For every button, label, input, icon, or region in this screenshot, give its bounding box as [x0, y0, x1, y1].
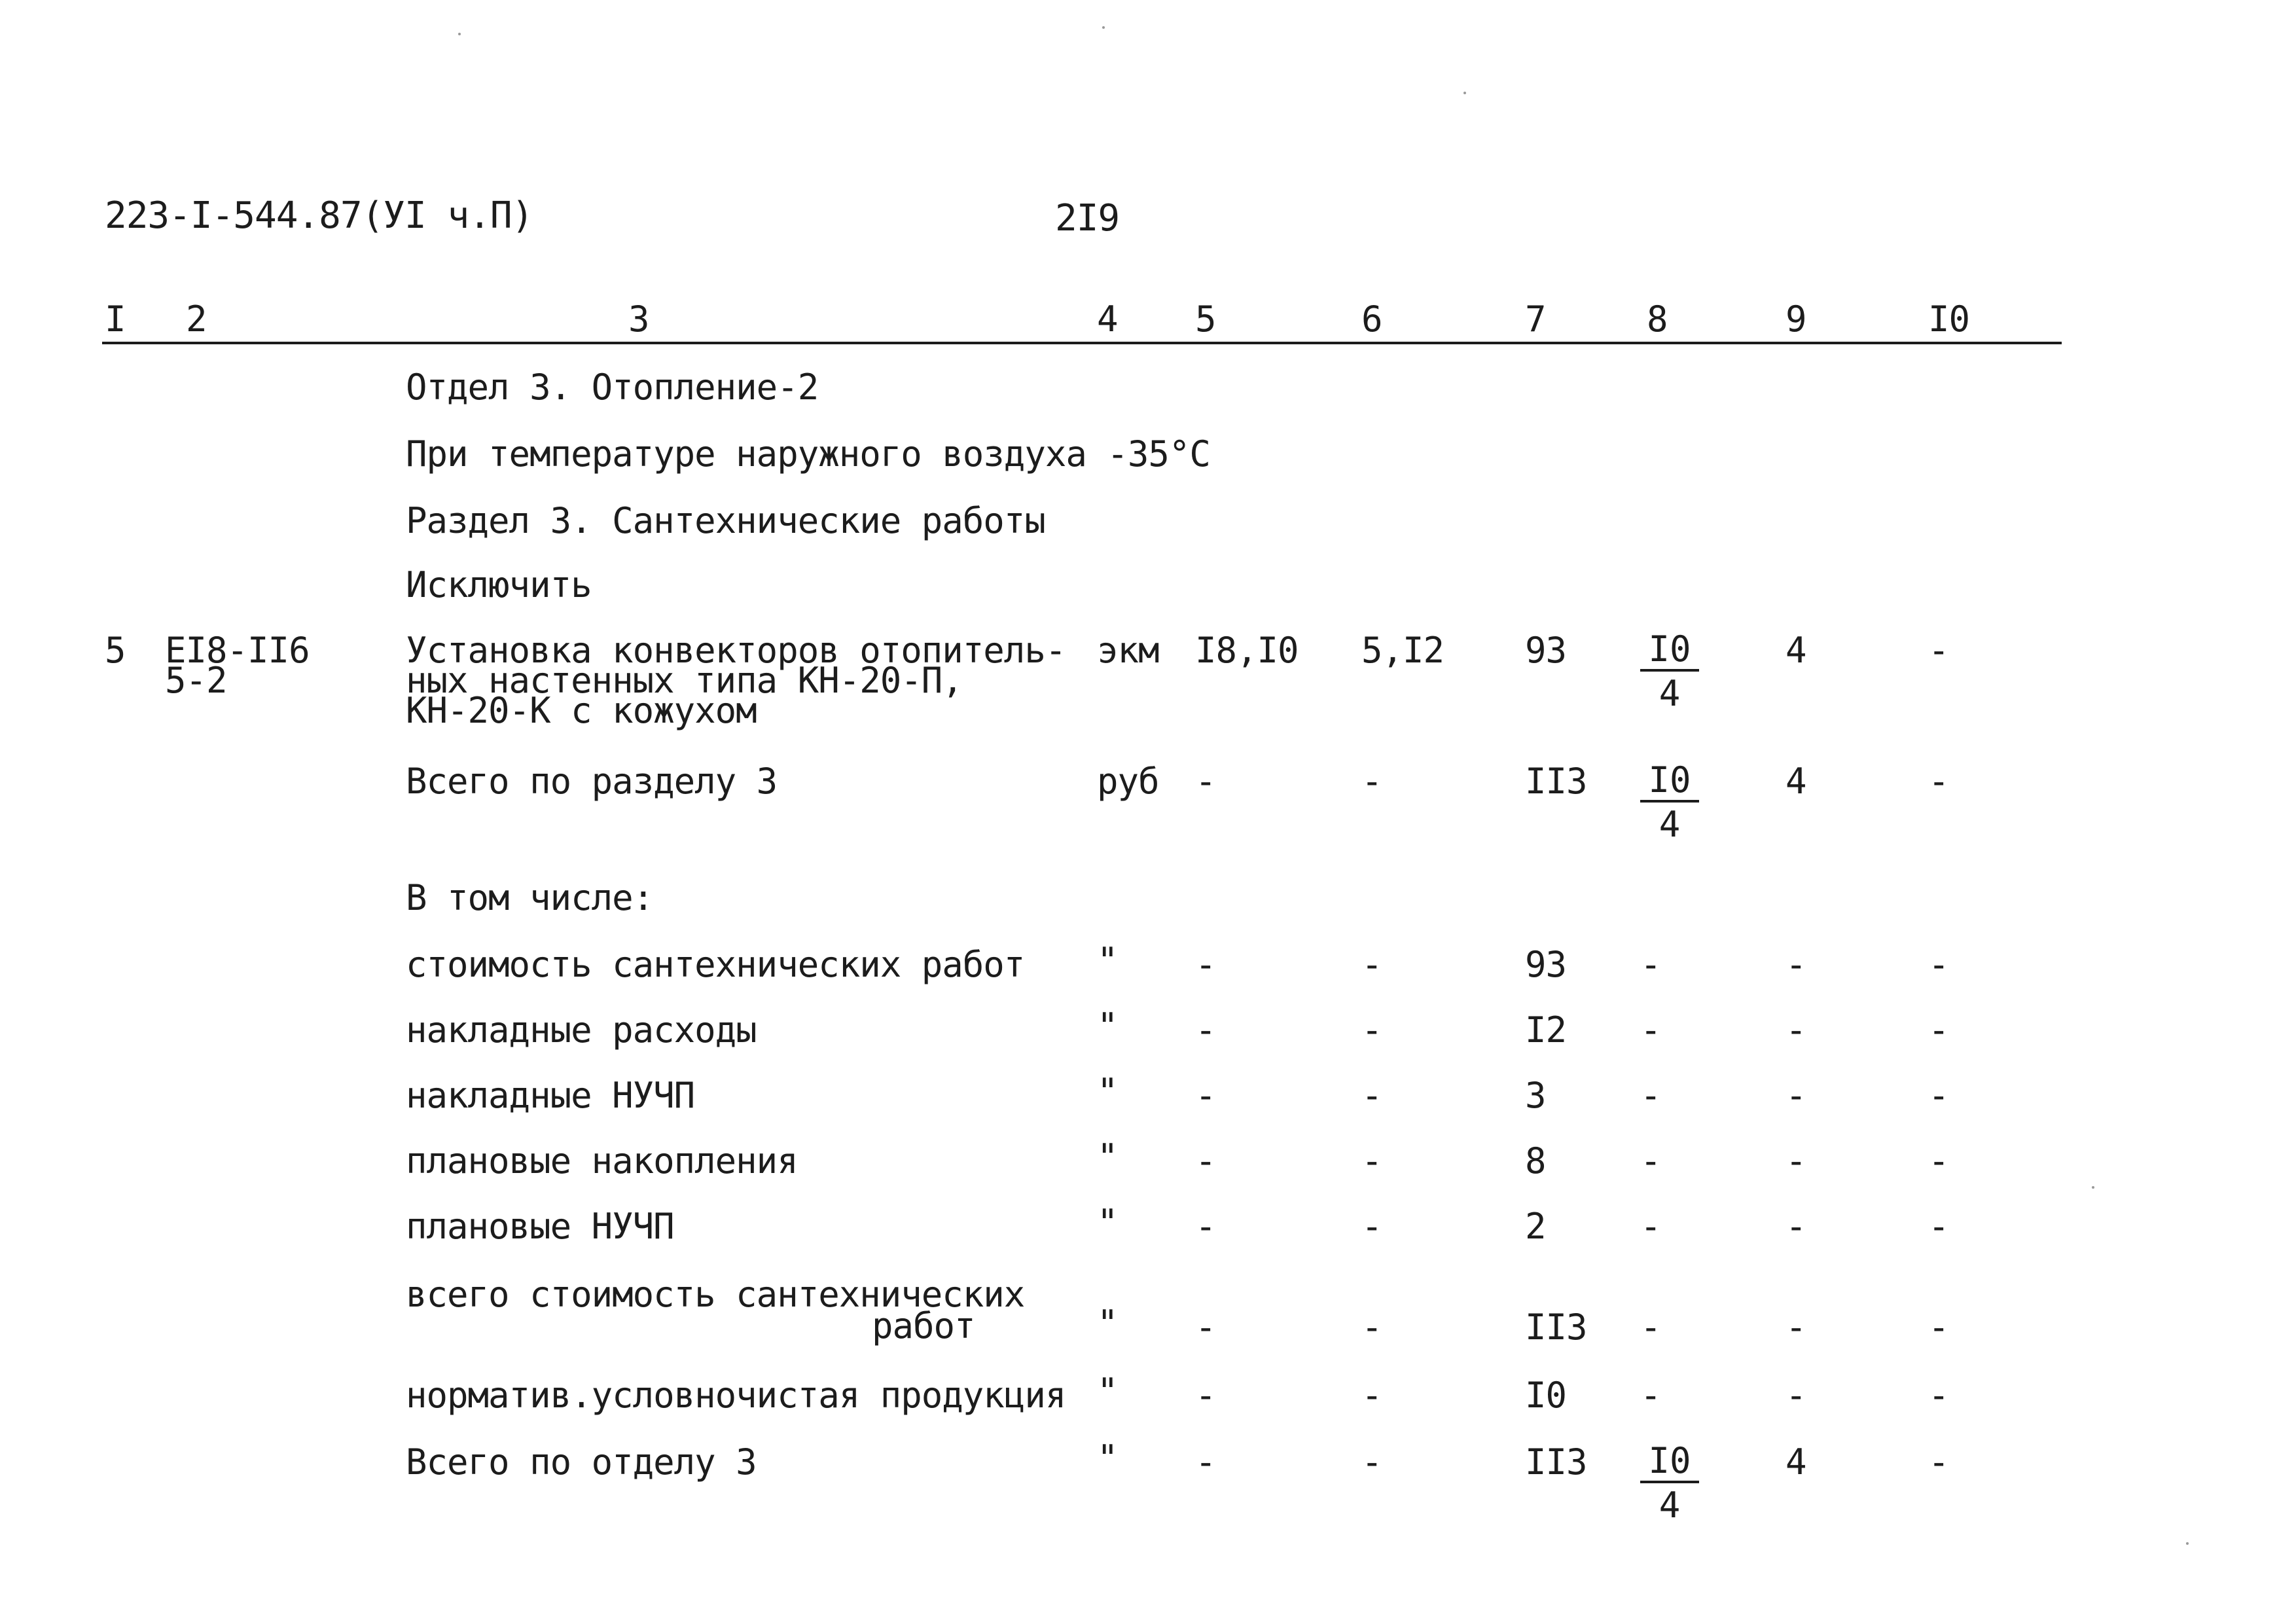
fraction-numerator: I0 [1640, 630, 1699, 672]
column-header-10: I0 [1928, 298, 1970, 340]
unit-cell: экм [1097, 630, 1159, 671]
col8-fraction [1640, 630, 1699, 716]
column-header-4: 4 [1097, 298, 1118, 340]
col8-cell: - [1640, 1206, 1661, 1247]
col9-cell: 4 [1785, 630, 1806, 671]
col5-cell: - [1195, 1206, 1216, 1247]
breakdown-label: плановые накопления [406, 1140, 798, 1182]
col10-cell: - [1928, 1009, 1949, 1051]
col10-cell: - [1928, 944, 1949, 985]
normative-label: норматив.условночистая продукция [406, 1375, 1066, 1416]
total-cost-label-line1: всего стоимость сантехнических [406, 1274, 1025, 1315]
fraction-numerator: I0 [1640, 1441, 1699, 1483]
scan-speck [2186, 1542, 2189, 1545]
col6-cell: - [1361, 1206, 1382, 1247]
unit-cell: " [1097, 1136, 1118, 1178]
col8-cell: - [1640, 1307, 1661, 1348]
unit-cell: " [1097, 1005, 1118, 1047]
col10-cell: - [1928, 630, 1949, 671]
col7-cell: II3 [1525, 1441, 1587, 1483]
scan-speck [458, 33, 461, 35]
item-description-line2: ных настенных типа КН-20-П, [406, 660, 963, 701]
col6-cell: 5,I2 [1361, 630, 1444, 671]
col6-cell: - [1361, 1009, 1382, 1051]
col8-cell: - [1640, 1375, 1661, 1416]
col5-cell: - [1195, 761, 1216, 802]
unit-cell: " [1097, 1202, 1118, 1243]
col5-cell: I8,I0 [1195, 630, 1299, 671]
col7-cell: 8 [1525, 1140, 1546, 1182]
col6-cell: - [1361, 1075, 1382, 1116]
col9-cell: - [1785, 1375, 1806, 1416]
col6-cell: - [1361, 1140, 1382, 1182]
col9-cell: - [1785, 1206, 1806, 1247]
col9-cell: 4 [1785, 761, 1806, 802]
col10-cell: - [1928, 1307, 1949, 1348]
col7-cell: 3 [1525, 1075, 1546, 1116]
col9-cell: - [1785, 1075, 1806, 1116]
unit-cell: руб [1097, 761, 1159, 802]
column-header-6: 6 [1361, 298, 1382, 340]
total-otdel-label: Всего по отделу 3 [406, 1441, 757, 1483]
breakdown-label: стоимость сантехнических работ [406, 944, 1025, 985]
col6-cell: - [1361, 1307, 1382, 1348]
col7-cell: 93 [1525, 630, 1567, 671]
total-cost-label-line2: работ [872, 1305, 975, 1346]
fraction-denominator: 4 [1659, 1485, 1681, 1526]
scan-speck [1102, 26, 1105, 29]
column-header-7: 7 [1525, 298, 1546, 340]
col8-cell: - [1640, 944, 1661, 985]
col9-cell: - [1785, 1307, 1806, 1348]
col6-cell: - [1361, 1441, 1382, 1483]
column-header-5: 5 [1195, 298, 1216, 340]
col9-cell: - [1785, 1140, 1806, 1182]
col8-fraction [1640, 761, 1699, 847]
scan-speck [2092, 1186, 2094, 1189]
razdel-heading: Раздел 3. Сантехнические работы [406, 500, 1045, 541]
breakdown-label: плановые НУЧП [406, 1206, 674, 1247]
temperature-line: При температуре наружного воздуха -35°С [406, 433, 1210, 475]
fraction-denominator: 4 [1659, 673, 1681, 714]
col10-cell: - [1928, 1441, 1949, 1483]
row-number: 5 [105, 630, 126, 671]
unit-cell: " [1097, 1371, 1118, 1412]
total-razdel-label: Всего по разделу 3 [406, 761, 778, 802]
col6-cell: - [1361, 761, 1382, 802]
unit-cell: " [1097, 1437, 1118, 1479]
col7-cell: 93 [1525, 944, 1567, 985]
col6-cell: - [1361, 944, 1382, 985]
price-code-sub: 5-2 [165, 660, 227, 701]
col9-cell: - [1785, 944, 1806, 985]
otdel-heading: Отдел 3. Отопление-2 [406, 367, 819, 408]
col7-cell: 2 [1525, 1206, 1546, 1247]
fraction-numerator: I0 [1640, 761, 1699, 803]
column-header-2: 2 [186, 298, 207, 340]
column-header-3: 3 [628, 298, 649, 340]
col7-cell: II3 [1525, 761, 1587, 802]
page-number: 2I9 [1055, 197, 1120, 240]
col7-cell: I0 [1525, 1375, 1567, 1416]
document-code: 223-I-544.87(УI ч.П) [105, 194, 533, 237]
col5-cell: - [1195, 1441, 1216, 1483]
col10-cell: - [1928, 1075, 1949, 1116]
including-label: В том числе: [406, 877, 654, 918]
col5-cell: - [1195, 1075, 1216, 1116]
col5-cell: - [1195, 1140, 1216, 1182]
column-header-9: 9 [1785, 298, 1806, 340]
col7-cell: I2 [1525, 1009, 1567, 1051]
item-description-line1: Установка конвекторов отопитель- [406, 630, 1066, 671]
col5-cell: - [1195, 944, 1216, 985]
exclude-label: Исключить [406, 564, 592, 605]
col10-cell: - [1928, 1140, 1949, 1182]
col8-fraction [1640, 1441, 1699, 1528]
unit-cell: " [1097, 940, 1118, 981]
col5-cell: - [1195, 1375, 1216, 1416]
column-header-8: 8 [1647, 298, 1668, 340]
col9-cell: 4 [1785, 1441, 1806, 1483]
col8-cell: - [1640, 1009, 1661, 1051]
price-code: EI8-II6 [165, 630, 310, 671]
scan-speck [1463, 92, 1466, 94]
unit-cell: " [1097, 1303, 1118, 1344]
breakdown-label: накладные расходы [406, 1009, 757, 1051]
col8-cell: - [1640, 1075, 1661, 1116]
col5-cell: - [1195, 1307, 1216, 1348]
col5-cell: - [1195, 1009, 1216, 1051]
breakdown-label: накладные НУЧП [406, 1075, 695, 1116]
col6-cell: - [1361, 1375, 1382, 1416]
col10-cell: - [1928, 761, 1949, 802]
fraction-denominator: 4 [1659, 804, 1681, 845]
col9-cell: - [1785, 1009, 1806, 1051]
col10-cell: - [1928, 1206, 1949, 1247]
col7-cell: II3 [1525, 1307, 1587, 1348]
col8-cell: - [1640, 1140, 1661, 1182]
column-header-1: I [105, 298, 126, 340]
header-rule [102, 342, 2062, 344]
col10-cell: - [1928, 1375, 1949, 1416]
item-description-line3: КН-20-К с кожухом [406, 690, 757, 731]
unit-cell: " [1097, 1071, 1118, 1112]
